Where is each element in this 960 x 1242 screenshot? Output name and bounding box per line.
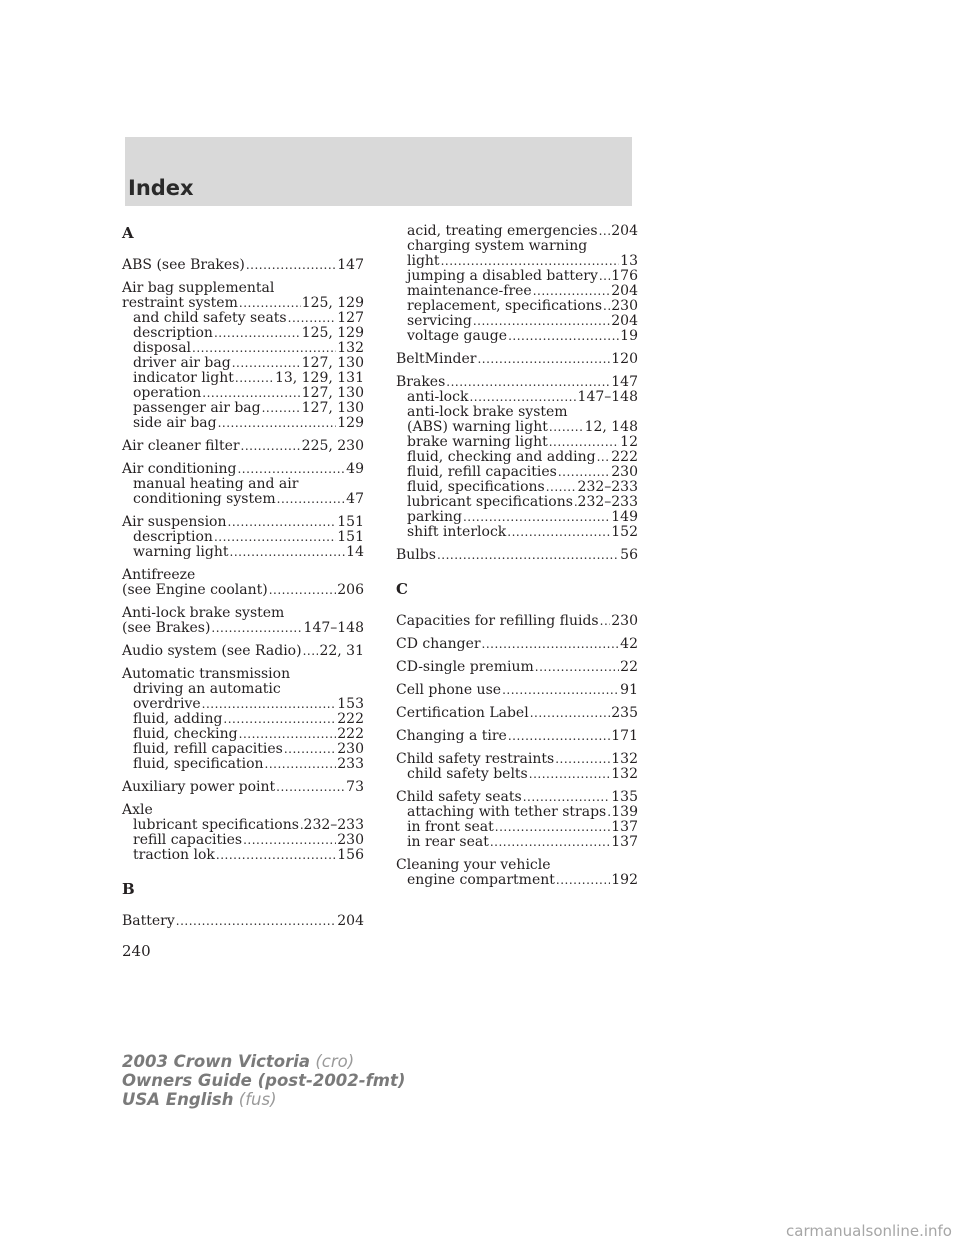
- index-entry: [122, 606, 364, 621]
- dot-leader: [235, 371, 274, 386]
- index-subentry: [122, 492, 364, 507]
- index-subentry: [122, 530, 364, 545]
- entry-term: description: [133, 529, 213, 545]
- entry-term: Auxiliary power point: [122, 779, 276, 795]
- index-entry: [396, 790, 638, 805]
- entry-page-ref: 139: [611, 804, 638, 820]
- entry-page-ref: 232–233: [303, 817, 364, 833]
- index-column-left: [122, 224, 364, 929]
- entry-page-ref: 12, 148: [584, 419, 638, 435]
- entry-page-ref: 127, 130: [301, 385, 364, 401]
- dot-leader: [237, 462, 345, 477]
- entry-term: charging system warning: [407, 238, 588, 254]
- index-subentry: [396, 239, 638, 254]
- entry-term: fluid, checking: [133, 726, 238, 742]
- entry-page-ref: 22, 31: [319, 643, 364, 659]
- entry-term: Air bag supplemental: [122, 280, 275, 296]
- dot-leader: [533, 284, 611, 299]
- entry-term: operation: [133, 385, 202, 401]
- entry-term: anti-lock brake system: [407, 404, 568, 420]
- entry-term: Child safety seats: [396, 789, 522, 805]
- dot-leader: [284, 742, 336, 757]
- entry-term: brake warning light: [407, 434, 548, 450]
- entry-page-ref: 156: [337, 847, 364, 863]
- entry-page-ref: 91: [620, 682, 638, 698]
- entry-term: light: [407, 253, 440, 269]
- entry-page-ref: 129: [337, 415, 364, 431]
- entry-page-ref: 132: [337, 340, 364, 356]
- dot-leader: [192, 341, 336, 356]
- entry-term: passenger air bag: [133, 400, 261, 416]
- entry-page-ref: 132: [611, 766, 638, 782]
- index-subentry: [122, 311, 364, 326]
- entry-page-ref: 49: [346, 461, 364, 477]
- index-subentry: [122, 712, 364, 727]
- dot-leader: [262, 401, 301, 416]
- dot-leader: [502, 683, 619, 698]
- entry-term: engine compartment: [407, 872, 555, 888]
- entry-term: Audio system (see Radio): [122, 643, 302, 659]
- entry-term: fluid, checking and adding: [407, 449, 596, 465]
- section-letter: B: [122, 880, 135, 898]
- index-entry: [122, 568, 364, 583]
- dot-leader: [574, 495, 577, 510]
- index-entry: [122, 621, 364, 636]
- entry-page-ref: 225, 230: [301, 438, 364, 454]
- entry-term: conditioning system: [133, 491, 276, 507]
- entry-page-ref: 232–233: [577, 494, 638, 510]
- entry-term: (see Engine coolant): [122, 582, 268, 598]
- entry-term: attaching with tether straps: [407, 804, 607, 820]
- entry-term: Child safety restraints: [396, 751, 555, 767]
- dot-leader: [437, 548, 619, 563]
- entry-term: Certification Label: [396, 705, 529, 721]
- index-entry: [396, 637, 638, 652]
- index-subentry: [396, 510, 638, 525]
- index-subentry: [122, 848, 364, 863]
- dot-leader: [211, 621, 302, 636]
- index-subentry: [122, 477, 364, 492]
- index-subentry: [122, 682, 364, 697]
- index-entry: [396, 729, 638, 744]
- dot-leader: [597, 450, 611, 465]
- dot-leader: [202, 697, 337, 712]
- header-band: [125, 137, 632, 206]
- entry-term: and child safety seats: [133, 310, 287, 326]
- entry-page-ref: 222: [611, 449, 638, 465]
- entry-term: traction lok: [133, 847, 215, 863]
- document-footer: [122, 1052, 405, 1109]
- entry-page-ref: 137: [611, 834, 638, 850]
- index-entry: [122, 296, 364, 311]
- entry-term: in front seat: [407, 819, 494, 835]
- entry-page-ref: 230: [611, 613, 638, 629]
- index-subentry: [122, 545, 364, 560]
- entry-term: lubricant specifications: [407, 494, 573, 510]
- dot-leader: [239, 296, 301, 311]
- entry-term: manual heating and air: [133, 476, 299, 492]
- entry-page-ref: 127: [337, 310, 364, 326]
- entry-page-ref: 230: [611, 464, 638, 480]
- index-entry: [396, 614, 638, 629]
- dot-leader: [265, 757, 337, 772]
- page-number: 240: [122, 942, 151, 960]
- entry-term: in rear seat: [407, 834, 489, 850]
- entry-page-ref: 135: [611, 789, 638, 805]
- entry-term: replacement, specifications: [407, 298, 603, 314]
- index-subentry: [122, 401, 364, 416]
- entry-term: Air suspension: [122, 514, 227, 530]
- entry-page-ref: 149: [611, 509, 638, 525]
- entry-page-ref: 192: [611, 872, 638, 888]
- dot-leader: [507, 525, 610, 540]
- index-subentry: [122, 416, 364, 431]
- index-subentry: [396, 435, 638, 450]
- entry-page-ref: 19: [620, 328, 638, 344]
- dot-leader: [232, 356, 301, 371]
- entry-page-ref: 235: [611, 705, 638, 721]
- entry-page-ref: 204: [611, 313, 638, 329]
- dot-leader: [303, 644, 319, 659]
- dot-leader: [495, 820, 610, 835]
- index-entry: [122, 281, 364, 296]
- entry-page-ref: 171: [611, 728, 638, 744]
- entry-term: indicator light: [133, 370, 234, 386]
- index-entry: [122, 780, 364, 795]
- entry-page-ref: 147: [611, 374, 638, 390]
- index-subentry: [122, 833, 364, 848]
- entry-page-ref: 232–233: [577, 479, 638, 495]
- index-subentry: [122, 326, 364, 341]
- entry-page-ref: 13: [620, 253, 638, 269]
- entry-term: Automatic transmission: [122, 666, 291, 682]
- dot-leader: [546, 480, 577, 495]
- entry-page-ref: 12: [620, 434, 638, 450]
- entry-page-ref: 151: [337, 514, 364, 530]
- entry-page-ref: 204: [611, 223, 638, 239]
- index-subentry: [396, 450, 638, 465]
- dot-leader: [469, 390, 576, 405]
- entry-term: anti-lock: [407, 389, 469, 405]
- dot-leader: [446, 375, 610, 390]
- entry-page-ref: 233: [337, 756, 364, 772]
- dot-leader: [600, 614, 611, 629]
- dot-leader: [607, 805, 610, 820]
- index-subentry: [122, 742, 364, 757]
- entry-page-ref: 147: [337, 257, 364, 273]
- entry-term: Axle: [122, 802, 153, 818]
- index-entry: [122, 583, 364, 598]
- index-subentry: [122, 356, 364, 371]
- entry-term: driver air bag: [133, 355, 231, 371]
- entry-term: ABS (see Brakes): [122, 257, 245, 273]
- index-subentry: [122, 757, 364, 772]
- index-subentry: [396, 314, 638, 329]
- index-entry: [396, 706, 638, 721]
- index-entry: [122, 439, 364, 454]
- entry-term: jumping a disabled battery: [407, 268, 598, 284]
- dot-leader: [508, 729, 610, 744]
- entry-term: warning light: [133, 544, 229, 560]
- entry-term: Anti-lock brake system: [122, 605, 285, 621]
- entry-page-ref: 230: [337, 832, 364, 848]
- entry-term: BeltMinder: [396, 351, 477, 367]
- index-entry: [396, 352, 638, 367]
- entry-term: (see Brakes): [122, 620, 211, 636]
- index-subentry: [396, 480, 638, 495]
- index-entry: [396, 683, 638, 698]
- entry-term: fluid, specifications: [407, 479, 545, 495]
- index-subentry: [396, 465, 638, 480]
- entry-page-ref: 127, 130: [301, 355, 364, 371]
- entry-term: lubricant specifications: [133, 817, 299, 833]
- entry-page-ref: 222: [337, 726, 364, 742]
- entry-term: Antifreeze: [122, 567, 196, 583]
- index-subentry: [122, 386, 364, 401]
- entry-page-ref: 47: [346, 491, 364, 507]
- page-title: Index: [128, 176, 194, 200]
- entry-term: Capacities for refilling fluids: [396, 613, 599, 629]
- dot-leader: [473, 314, 610, 329]
- dot-leader: [269, 583, 337, 598]
- entry-term: Changing a tire: [396, 728, 507, 744]
- index-entry: [122, 258, 364, 273]
- entry-page-ref: 147–148: [303, 620, 364, 636]
- dot-leader: [603, 299, 610, 314]
- entry-term: child safety belts: [407, 766, 528, 782]
- index-subentry: [396, 525, 638, 540]
- index-column-right: [396, 224, 638, 888]
- dot-leader: [243, 833, 336, 848]
- entry-term: acid, treating emergencies: [407, 223, 598, 239]
- entry-term: disposal: [133, 340, 192, 356]
- dot-leader: [218, 416, 337, 431]
- dot-leader: [555, 752, 610, 767]
- dot-leader: [276, 780, 345, 795]
- index-entry: [396, 752, 638, 767]
- index-subentry: [396, 329, 638, 344]
- entry-page-ref: 206: [337, 582, 364, 598]
- entry-page-ref: 176: [611, 268, 638, 284]
- index-subentry: [122, 818, 364, 833]
- entry-term: voltage gauge: [407, 328, 508, 344]
- dot-leader: [535, 660, 619, 675]
- entry-page-ref: 147–148: [577, 389, 638, 405]
- index-subentry: [396, 254, 638, 269]
- dot-leader: [230, 545, 346, 560]
- dot-leader: [228, 515, 337, 530]
- dot-leader: [246, 258, 336, 273]
- dot-leader: [599, 224, 611, 239]
- index-subentry: [396, 269, 638, 284]
- footer-language: USA English: [122, 1090, 234, 1109]
- entry-term: description: [133, 325, 213, 341]
- entry-term: CD changer: [396, 636, 481, 652]
- dot-leader: [482, 637, 620, 652]
- entry-term: fluid, adding: [133, 711, 223, 727]
- dot-leader: [288, 311, 337, 326]
- section-letter: A: [122, 224, 134, 242]
- entry-term: fluid, specification: [133, 756, 264, 772]
- index-subentry: [396, 299, 638, 314]
- footer-language-code: (fus): [238, 1090, 277, 1109]
- dot-leader: [277, 492, 346, 507]
- entry-term: overdrive: [133, 696, 201, 712]
- entry-term: refill capacities: [133, 832, 243, 848]
- index-subentry: [122, 371, 364, 386]
- index-subentry: [396, 224, 638, 239]
- dot-leader: [441, 254, 620, 269]
- entry-page-ref: 42: [620, 636, 638, 652]
- entry-page-ref: 14: [346, 544, 364, 560]
- index-entry: [122, 914, 364, 929]
- dot-leader: [599, 269, 610, 284]
- index-subentry: [122, 727, 364, 742]
- entry-page-ref: 230: [337, 741, 364, 757]
- watermark-text: carmanualsonline.info: [786, 1222, 952, 1240]
- index-subentry: [122, 697, 364, 712]
- index-entry: [122, 462, 364, 477]
- entry-term: Bulbs: [396, 547, 436, 563]
- footer-model-code: (cro): [315, 1052, 355, 1071]
- index-entry: [396, 660, 638, 675]
- entry-term: Air cleaner filter: [122, 438, 240, 454]
- entry-term: driving an automatic: [133, 681, 281, 697]
- dot-leader: [216, 848, 336, 863]
- index-entry: [122, 667, 364, 682]
- entry-term: Battery: [122, 913, 175, 929]
- entry-page-ref: 13, 129, 131: [274, 370, 364, 386]
- entry-page-ref: 222: [337, 711, 364, 727]
- dot-leader: [529, 767, 611, 782]
- index-subentry: [396, 805, 638, 820]
- dot-leader: [523, 790, 611, 805]
- entry-term: fluid, refill capacities: [407, 464, 557, 480]
- dot-leader: [300, 818, 303, 833]
- dot-leader: [214, 326, 301, 341]
- entry-page-ref: 204: [337, 913, 364, 929]
- dot-leader: [223, 712, 336, 727]
- entry-term: shift interlock: [407, 524, 507, 540]
- entry-term: side air bag: [133, 415, 217, 431]
- entry-term: CD-single premium: [396, 659, 534, 675]
- index-subentry: [396, 420, 638, 435]
- dot-leader: [490, 835, 610, 850]
- dot-leader: [214, 530, 336, 545]
- dot-leader: [530, 706, 611, 721]
- entry-page-ref: 22: [620, 659, 638, 675]
- dot-leader: [558, 465, 610, 480]
- entry-term: parking: [407, 509, 462, 525]
- dot-leader: [463, 510, 610, 525]
- index-subentry: [396, 767, 638, 782]
- entry-term: Brakes: [396, 374, 446, 390]
- entry-term: (ABS) warning light: [407, 419, 548, 435]
- entry-page-ref: 125, 129: [301, 325, 364, 341]
- index-subentry: [396, 390, 638, 405]
- entry-term: Cleaning your vehicle: [396, 857, 551, 873]
- index-entry: [122, 803, 364, 818]
- entry-term: fluid, refill capacities: [133, 741, 283, 757]
- entry-page-ref: 230: [611, 298, 638, 314]
- entry-page-ref: 56: [620, 547, 638, 563]
- index-entry: [396, 375, 638, 390]
- entry-term: servicing: [407, 313, 472, 329]
- index-subentry: [396, 405, 638, 420]
- entry-term: restraint system: [122, 295, 238, 311]
- dot-leader: [202, 386, 300, 401]
- index-entry: [122, 515, 364, 530]
- dot-leader: [508, 329, 619, 344]
- dot-leader: [556, 873, 610, 888]
- dot-leader: [549, 420, 584, 435]
- entry-page-ref: 73: [346, 779, 364, 795]
- entry-page-ref: 204: [611, 283, 638, 299]
- entry-page-ref: 125, 129: [301, 295, 364, 311]
- dot-leader: [239, 727, 337, 742]
- index-subentry: [396, 495, 638, 510]
- entry-term: Cell phone use: [396, 682, 502, 698]
- entry-term: maintenance-free: [407, 283, 532, 299]
- entry-page-ref: 152: [611, 524, 638, 540]
- entry-page-ref: 153: [337, 696, 364, 712]
- entry-term: Air conditioning: [122, 461, 237, 477]
- index-entry: [122, 644, 364, 659]
- footer-guide: Owners Guide (post-2002-fmt): [122, 1071, 406, 1090]
- section-letter: C: [396, 580, 408, 598]
- entry-page-ref: 132: [611, 751, 638, 767]
- dot-leader: [241, 439, 301, 454]
- entry-page-ref: 151: [337, 529, 364, 545]
- index-entry: [396, 548, 638, 563]
- index-subentry: [122, 341, 364, 356]
- footer-model: 2003 Crown Victoria: [122, 1052, 311, 1071]
- dot-leader: [477, 352, 610, 367]
- index-subentry: [396, 835, 638, 850]
- index-subentry: [396, 284, 638, 299]
- index-subentry: [396, 820, 638, 835]
- dot-leader: [549, 435, 619, 450]
- entry-page-ref: 120: [611, 351, 638, 367]
- entry-page-ref: 127, 130: [301, 400, 364, 416]
- dot-leader: [176, 914, 336, 929]
- entry-page-ref: 137: [611, 819, 638, 835]
- index-subentry: [396, 873, 638, 888]
- index-entry: [396, 858, 638, 873]
